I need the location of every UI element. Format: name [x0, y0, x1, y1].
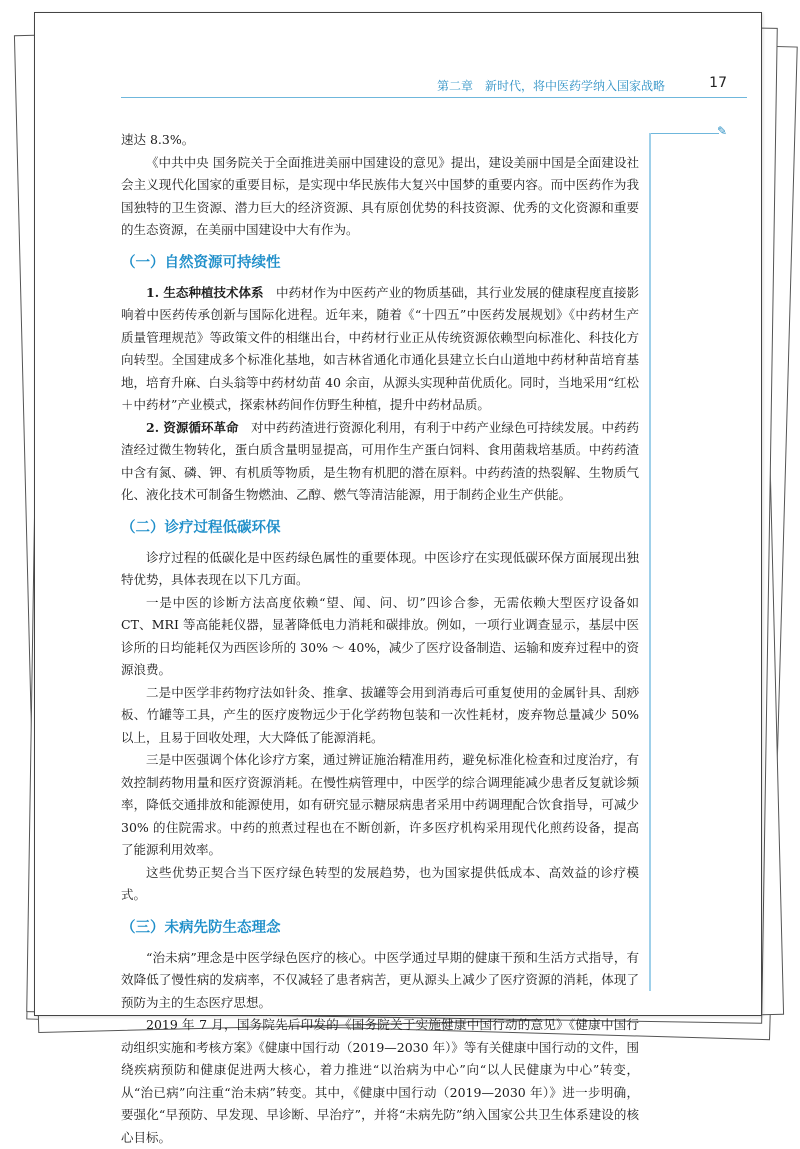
- paragraph-text: 对中药药渣进行资源化利用，有利于中药产业绿色可持续发展。中药药渣经过微生物转化，蛋白质含量明显提高，可用作生产蛋白饲料、食用菌栽培基质。中药药渣中含有氮、磷、钾、有机质等物质，是生物有机肥的潜在原料。中药药渣的热裂解、生物质气化、液化技术可制备生物燃油、乙醇、燃气等清洁能源，用于制药企业生产供能。: [121, 419, 639, 502]
- paragraph-lead: 1. 生态种植技术体系: [146, 284, 264, 300]
- paragraph-lead: 2. 资源循环革命: [146, 419, 239, 435]
- book-page: [34, 12, 762, 1145]
- paragraph: [121, 417, 639, 507]
- margin-rule: [649, 133, 651, 991]
- section-heading: （三）未病先防生态理念: [121, 919, 281, 936]
- paragraph: 三是中医强调个体化诊疗方案，通过辨证施治精准用药，避免标准化检查和过度治疗，有效控制药物用量和医疗资源消耗。在慢性病管理中，中医学的综合调理能减少患者反复就诊频率，降低交通排放和能源使用，如有研究显示糖尿病患者采用中药调理配合饮食指导，可减少 30% 的住院需求。中药的煎煮过程也在不断创新，许多医疗机构采用现代化煎药设备，提高了能源利用效率。: [121, 752, 639, 857]
- page-number: 17: [709, 75, 727, 91]
- paragraph: 一是中医的诊断方法高度依赖“望、闻、问、切”四诊合参，无需依赖大型医疗设备如 CT、MRI 等高能耗仪器，显著降低电力消耗和碳排放。例如，一项行业调查显示，基层中医诊所的日均能耗仅为西医诊所的 30% ～ 40%，减少了医疗设备制造、运输和废弃过程中的资源浪费。: [121, 594, 639, 677]
- paragraph: 诊疗过程的低碳化是中医药绿色属性的重要体现。中医诊疗在实现低碳环保方面展现出独特优势，具体表现在以下几方面。: [121, 549, 639, 587]
- pen-icon: ✎: [716, 124, 728, 138]
- running-header: [35, 75, 761, 95]
- margin-rule-top: [649, 133, 719, 134]
- section-heading: （二）诊疗过程低碳环保: [121, 519, 281, 536]
- paragraph: [121, 282, 639, 417]
- paragraph: “治未病”理念是中医学绿色医疗的核心。中医学通过早期的健康干预和生活方式指导，有效降低了慢性病的发病率，不仅减轻了患者病苦，更从源头上减少了医疗资源的消耗，体现了预防为主的生态医疗思想。: [121, 949, 639, 1010]
- page-body: [121, 129, 639, 1149]
- paragraph: 2019 年 7 月，国务院先后印发的《国务院关于实施健康中国行动的意见》《健康中国行动组织实施和考核方案》《健康中国行动（2019—2030 年）》等有关健康中国行动的文件，围绕疾病预防和健康促进两大核心，着力推进“以治病为中心”向“以人民健康为中心”转变，从“治已病”向注重“治未病”转变。其中，《健康中国行动（2019—2030 年）》进一步明确，要强化“早预防、早发现、早诊断、早治疗”，并将“未病先防”纳入国家公共卫生体系建设的核心目标。: [121, 1017, 639, 1145]
- chapter-title: 第二章 新时代，将中医药学纳入国家战略: [436, 79, 665, 93]
- paragraph: 《中共中央 国务院关于全面推进美丽中国建设的意见》提出，建设美丽中国是全面建设社会主义现代化国家的重要目标，是实现中华民族伟大复兴中国梦的重要内容。而中医药作为我国独特的卫生资源、潜力巨大的经济资源、具有原创优势的科技资源、优秀的文化资源和重要的生态资源，在美丽中国建设中大有作为。: [121, 154, 639, 237]
- header-rule: [121, 97, 747, 98]
- paragraph: 速达 8.3%。: [121, 132, 195, 147]
- paragraph-text: 中药材作为中医药产业的物质基础，其行业发展的健康程度直接影响着中医药传承创新与国际化进程。近年来，随着《“十四五”中医药发展规划》《中药材生产质量管理规范》等政策文件的相继出台，中药材行业正从传统资源依赖型向标准化、科技化方向转型。全国建成多个标准化基地，如吉林省通化市通化县建立长白山道地中药材种苗培育基地，培育升麻、白头翁等中药材幼苗 40 余亩，从源头实现种苗优质化。同时，当地采用“红松＋中药材”产业模式，探索林药间作仿野生种植，提升中药材品质。: [121, 284, 639, 412]
- section-heading: （一）自然资源可持续性: [121, 254, 281, 271]
- paragraph: 这些优势正契合当下医疗绿色转型的发展趋势，也为国家提供低成本、高效益的诊疗模式。: [121, 864, 639, 902]
- paragraph: 二是中医学非药物疗法如针灸、推拿、拔罐等会用到消毒后可重复使用的金属针具、刮痧板、竹罐等工具，产生的医疗废物远少于化学药物包装和一次性耗材，废弃物总量减少 50% 以上，且易于回收处理，大大降低了能源消耗。: [121, 684, 639, 745]
